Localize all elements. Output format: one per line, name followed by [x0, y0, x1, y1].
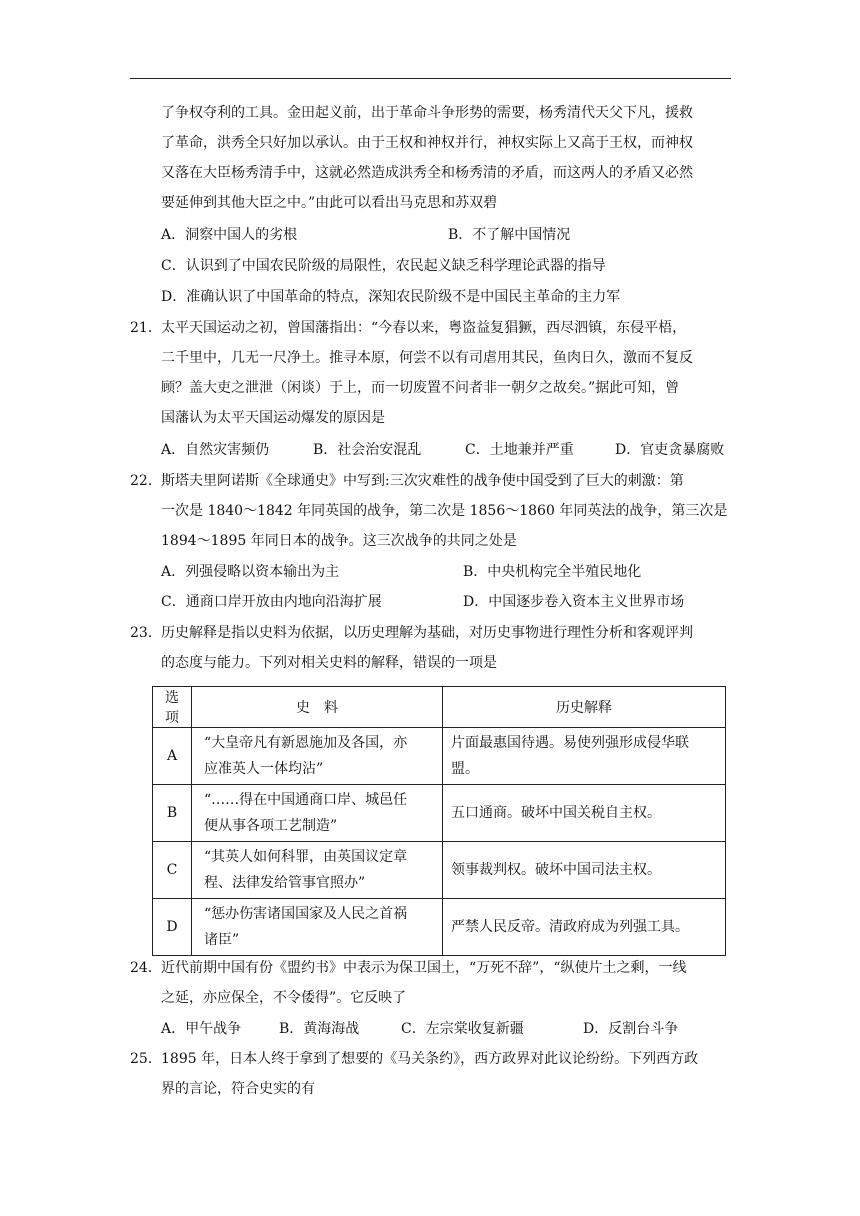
question-number: 25．	[130, 1051, 162, 1067]
question-stem-line: 了争权夺利的工具。金田起义前，出于革命斗争形势的需要，杨秀清代天父下凡，援救	[161, 105, 693, 121]
question-stem-line: 1895 年，日本人终于拿到了想要的《马关条约》，西方政界对此议论纷纷。下列西方政	[161, 1051, 699, 1067]
row-source	[192, 899, 443, 956]
question-number: 24．	[130, 960, 162, 976]
option-c[interactable]: C．土地兼并严重	[465, 442, 574, 458]
source-line: “惩办伤害诸国国家及人民之首祸	[204, 906, 408, 922]
option-a[interactable]: A．列强侵略以资本输出为主	[161, 564, 340, 580]
option-b[interactable]: B．社会治安混乱	[313, 442, 422, 458]
row-option: C	[153, 842, 192, 899]
question-stem-line: 顾？盖大吏之泄泄（闲谈）于上，而一切废置不问者非一朝夕之故矣。”据此可知，曾	[161, 380, 680, 396]
row-option: B	[153, 785, 192, 842]
source-line: 便从事各项工艺制造”	[204, 818, 338, 834]
question-stem-line: 国藩认为太平天国运动爆发的原因是	[161, 410, 385, 426]
option-a[interactable]: A．甲午战争	[161, 1021, 242, 1037]
source-line: 程、法律发给管事官照办”	[204, 875, 366, 891]
interpretation-line: 盟。	[451, 761, 479, 777]
question-stem-line: 又落在大臣杨秀清手中，这就必然造成洪秀全和杨秀清的矛盾，而这两人的矛盾又必然	[161, 165, 693, 181]
question-stem-line: 1894～1895 年同日本的战争。这三次战争的共同之处是	[161, 533, 517, 549]
question-stem-line: 近代前期中国有份《盟约书》中表示为保卫国土，“万死不辞”，“纵使片土之剩，一线	[161, 960, 687, 976]
row-interpretation	[443, 899, 726, 956]
question-stem-line: 之延，亦应保全，不令倭得”。它反映了	[161, 990, 407, 1006]
table-row	[153, 728, 726, 785]
table-row	[153, 899, 726, 956]
row-source	[192, 728, 443, 785]
interpretation-line: 领事裁判权。破坏中国司法主权。	[451, 862, 661, 878]
header-rule	[130, 78, 731, 79]
option-c[interactable]: C．认识到了中国农民阶级的局限性，农民起义缺乏科学理论武器的指导	[161, 258, 606, 274]
option-a[interactable]: A．洞察中国人的劣根	[161, 227, 298, 243]
option-a[interactable]: A．自然灾害频仍	[161, 442, 270, 458]
source-line: 应准英人一体均沾”	[204, 761, 324, 777]
option-d[interactable]: D．反割台斗争	[583, 1021, 679, 1037]
row-source	[192, 785, 443, 842]
option-c[interactable]: C．左宗棠收复新疆	[401, 1021, 524, 1037]
row-option: D	[153, 899, 192, 956]
header-interpretation: 历史解释	[443, 687, 726, 728]
question-stem-line: 界的言论，符合史实的有	[161, 1081, 315, 1097]
option-d[interactable]: D．官吏贪暴腐败	[615, 442, 725, 458]
header-option: 选项	[153, 687, 192, 728]
option-d[interactable]: D．准确认识了中国革命的特点，深知农民阶级不是中国民主革命的主力军	[161, 289, 621, 305]
question-stem-line: 太平天国运动之初，曾国藩指出：“今春以来，粤盗益复猖獗，西尽泗镇，东侵平梧，	[161, 320, 687, 336]
source-line: “其英人如何科罪，由英国议定章	[204, 849, 408, 865]
interpretation-line: 严禁人民反帝。清政府成为列强工具。	[451, 919, 689, 935]
option-b[interactable]: B．中央机构完全半殖民地化	[463, 564, 642, 580]
question-stem-line: 历史解释是指以史料为依据，以历史理解为基础，对历史事物进行理性分析和客观评判	[161, 625, 693, 641]
question-stem-line: 了革命，洪秀全只好加以承认。由于王权和神权并行，神权实际上又高于王权，而神权	[161, 135, 693, 151]
table-row	[153, 785, 726, 842]
question-number: 22．	[130, 473, 162, 489]
row-interpretation	[443, 728, 726, 785]
option-c[interactable]: C．通商口岸开放由内地向沿海扩展	[161, 594, 382, 610]
question-number: 21．	[130, 320, 162, 336]
header-source: 史 料	[192, 687, 443, 728]
question-number: 23．	[130, 625, 162, 641]
question-stem-line: 一次是 1840～1842 年同英国的战争，第二次是 1856～1860 年同英法的战争，第三次是	[161, 503, 728, 519]
row-source	[192, 842, 443, 899]
option-b[interactable]: B．不了解中国情况	[448, 227, 571, 243]
source-line: “……得在中国通商口岸、城邑任	[204, 792, 408, 808]
table-row	[153, 842, 726, 899]
question-stem-line: 的态度与能力。下列对相关史料的解释，错误的一项是	[161, 655, 497, 671]
row-option: A	[153, 728, 192, 785]
option-b[interactable]: B．黄海海战	[279, 1021, 360, 1037]
interpretation-line: 五口通商。破坏中国关税自主权。	[451, 805, 661, 821]
source-line: “大皇帝凡有新恩施加及各国，亦	[204, 735, 408, 751]
source-line: 诸臣”	[204, 932, 240, 948]
row-interpretation	[443, 785, 726, 842]
question-stem-line: 斯塔夫里阿诺斯《全球通史》中写到:三次灾难性的战争使中国受到了巨大的刺激：第	[161, 473, 684, 489]
interpretation-line: 片面最惠国待遇。易使列强形成侵华联	[451, 735, 689, 751]
option-d[interactable]: D．中国逐步卷入资本主义世界市场	[463, 594, 685, 610]
table-header-row	[153, 687, 726, 728]
source-interpretation-table	[152, 686, 726, 956]
question-stem-line: 要延伸到其他大臣之中。”由此可以看出马克思和苏双碧	[161, 195, 498, 211]
question-stem-line: 二千里中，几无一尺净土。推寻本原，何尝不以有司虐用其民，鱼肉日久，激而不复反	[161, 350, 693, 366]
row-interpretation	[443, 842, 726, 899]
